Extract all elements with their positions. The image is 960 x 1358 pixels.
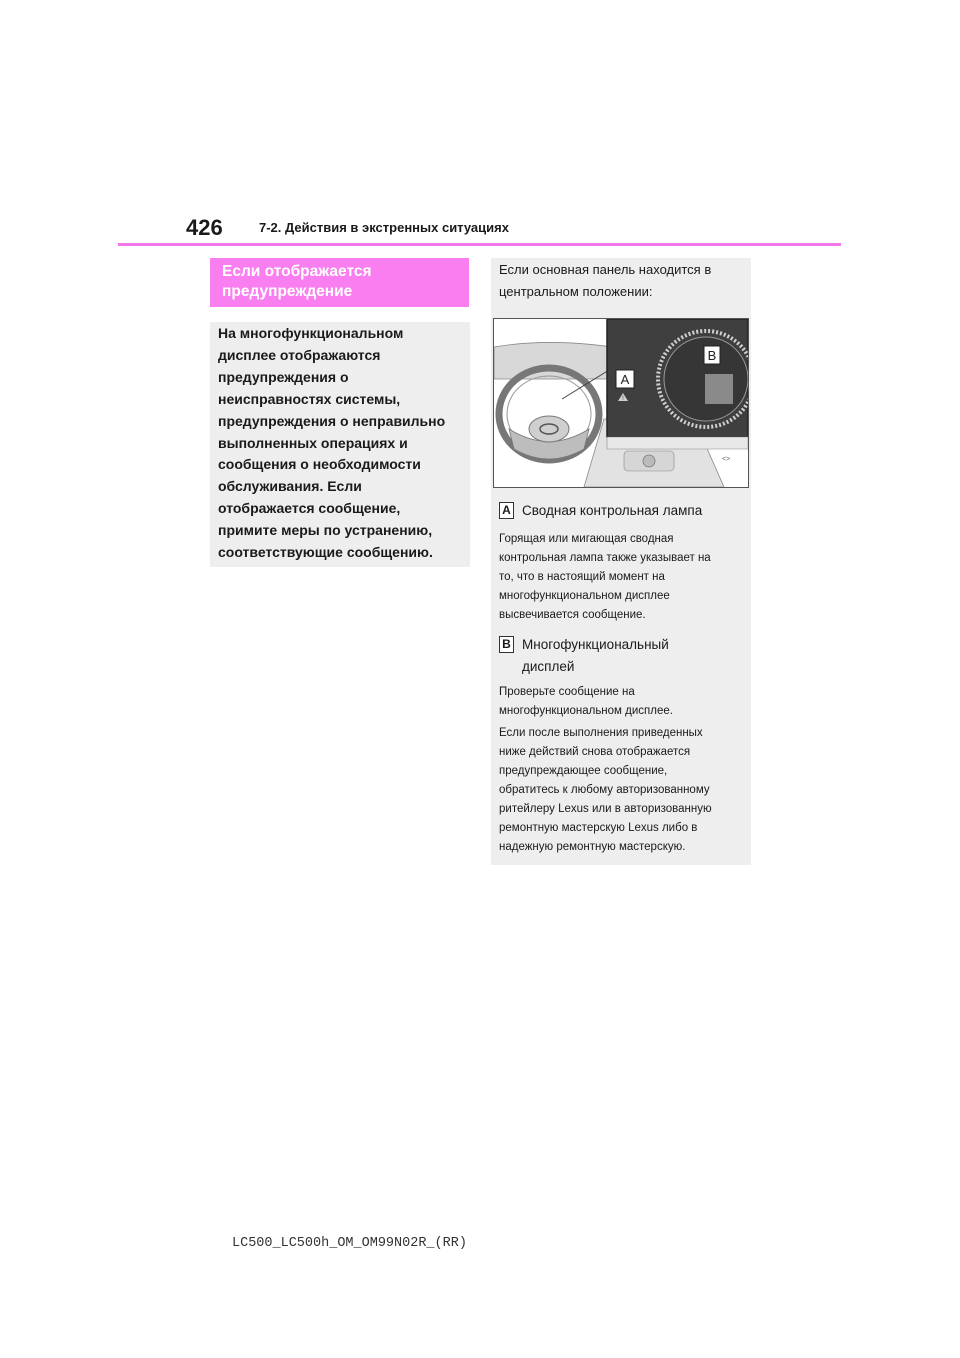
section-heading	[210, 258, 469, 307]
svg-text:<>: <>	[722, 456, 731, 463]
item-b-line: предупреждающее сообщение,	[499, 765, 668, 777]
callout-a-label: A	[620, 372, 630, 387]
item-b-title: Многофункциональный	[522, 637, 669, 652]
item-b-line: ниже действий снова отображается	[499, 746, 691, 758]
section-title: 7-2. Действия в экстренных ситуациях	[259, 220, 509, 235]
item-b-line: многофункциональном дисплее.	[499, 705, 673, 717]
label-a-tag: A	[499, 502, 514, 519]
item-b-line: ритейлеру Lexus или в авторизованную	[499, 803, 712, 815]
item-b-line: Если после выполнения приведенных	[499, 727, 703, 739]
description-line: предупреждения о	[218, 368, 349, 385]
description-line: обслуживания. Если	[218, 478, 362, 495]
description-line: выполненных операциях и	[218, 434, 408, 451]
description-line: предупреждения о неправильно	[218, 412, 446, 429]
heading-line: предупреждение	[222, 283, 353, 300]
item-b-line: ремонтную мастерскую Lexus либо в	[499, 822, 698, 834]
heading-line: Если отображается	[222, 263, 372, 280]
description-line: соответствующие сообщению.	[218, 544, 433, 561]
description-line: дисплее отображаются	[218, 346, 381, 363]
warning-icon: !	[622, 396, 624, 402]
item-b-title: дисплей	[522, 659, 575, 674]
instrument-panel-info	[491, 258, 751, 865]
description-line: отображается сообщение,	[218, 500, 401, 517]
item-b-line: надежную ремонтную мастерскую.	[499, 841, 686, 853]
description-line: неисправностях системы,	[218, 390, 401, 407]
label-b-tag: B	[499, 636, 514, 653]
item-a-line: высвечивается сообщение.	[499, 609, 646, 621]
item-a-title: Сводная контрольная лампа	[522, 503, 703, 518]
header-divider	[118, 243, 841, 246]
document-code: LC500_LC500h_OM_OM99N02R_(RR)	[232, 1236, 467, 1251]
description-line: сообщения о необходимости	[218, 456, 421, 473]
callout-b-label: B	[707, 348, 717, 363]
item-a-line: многофункциональном дисплее	[499, 590, 670, 602]
intro-line: центральном положении:	[499, 284, 653, 299]
warning-description-panel	[210, 322, 470, 567]
description-line: примите меры по устранению,	[218, 522, 433, 539]
intro-line: Если основная панель находится в	[499, 262, 712, 277]
item-b-line: Проверьте сообщение на	[499, 686, 635, 698]
description-line: На многофункциональном	[218, 325, 404, 341]
dashboard-drawing	[494, 319, 748, 487]
item-a-line: Горящая или мигающая сводная	[499, 533, 674, 545]
item-b-line: обратитесь к любому авторизованному	[499, 784, 710, 796]
page-number: 426	[186, 215, 223, 240]
item-a-line: контрольная лампа также указывает на	[499, 552, 711, 564]
dashboard-illustration	[493, 318, 749, 488]
item-a-line: то, что в настоящий момент на	[499, 571, 665, 583]
